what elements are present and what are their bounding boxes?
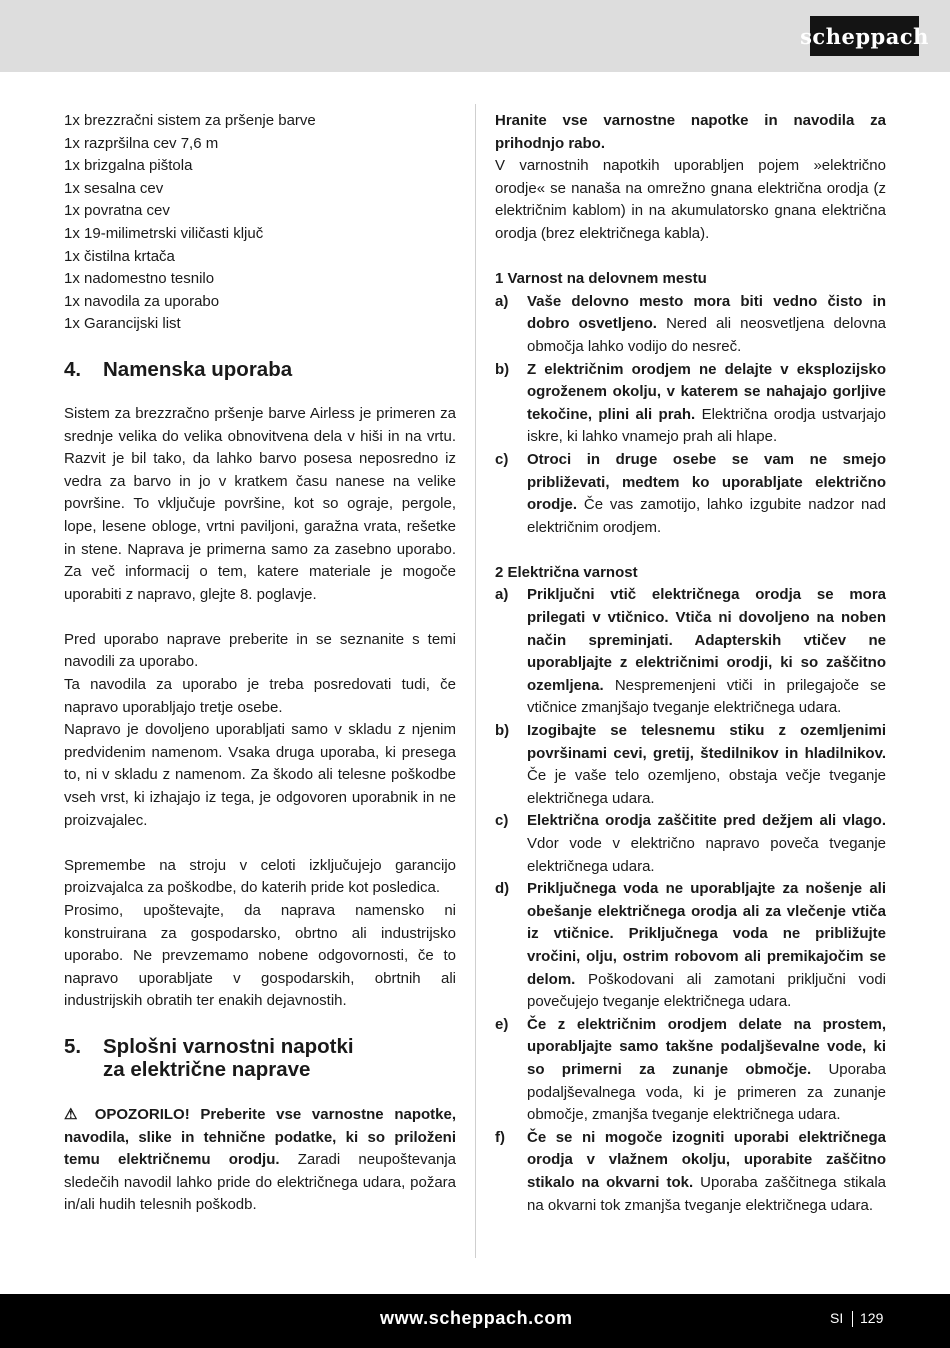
item-bold-text: Otroci in druge osebe se vam ne smejo približevati, medtem ko uporabljate električno orodje.	[527, 450, 886, 514]
list-item: 1x brezzračni sistem za pršenje barve	[64, 112, 316, 129]
language-code: SI	[830, 1310, 844, 1326]
intro-paragraph	[495, 110, 886, 246]
list-item: 1x razpršilna cev 7,6 m	[64, 134, 219, 152]
footer-bar	[0, 1294, 950, 1348]
item-bold-text: Vaše delovno mesto mora biti vedno čisto in dobro osvetljeno.	[527, 292, 886, 333]
item-label: f)	[495, 1128, 505, 1146]
website-link[interactable]: www.scheppach.com	[380, 1308, 573, 1328]
warning-bold-text: OPOZORILO! Preberite vse varnostne napotke, navodila, slike in tehnične podatke, ki so priloženi temu električnemu orodju.	[64, 1105, 456, 1169]
list-item	[495, 359, 886, 449]
paragraph: Ta navodila za uporabo je treba posredovati tudi, če napravo uporabljajo tretje osebe.	[64, 676, 456, 716]
item-label: e)	[495, 1015, 509, 1033]
item-text: Nered ali neosvetljena delovna območja lahko vodijo do nesreč.	[527, 315, 887, 355]
list-item: 1x 19-milimetrski viličasti ključ	[64, 224, 264, 242]
item-text: Električna orodja ustvarjajo iskre, ki lahko vnamejo prah ali hlape.	[527, 405, 886, 446]
section-4-heading	[64, 358, 456, 381]
scope-of-delivery-list	[64, 110, 456, 336]
list-item: 1x nadomestno tesnilo	[64, 270, 215, 288]
warning-text: Zaradi neupoštevanja sledečih navodil lahko pride do električnega udara, požara in/ali hudih telesnih poškodb.	[64, 1151, 456, 1214]
item-label: c)	[495, 812, 509, 830]
list-item: 1x sesalna cev	[64, 179, 164, 197]
section-number: 5.	[64, 1034, 82, 1058]
item-label: d)	[495, 880, 510, 898]
section-title: Namenska uporaba	[103, 357, 293, 381]
section-title-line: za električne naprave	[103, 1057, 311, 1081]
list-item	[495, 1127, 886, 1217]
item-bold-text: Z električnim orodjem ne delajte v eksplozijsko ogroženem okolju, v katerem se nahajajo gorljive tekočine, plini ali prah.	[527, 360, 886, 423]
item-text: Poškodovani ali zamotani priključni vodi povečujejo tveganje električnega udara.	[527, 970, 886, 1011]
item-bold-text: Priključnega voda ne uporabljajte za nošenje ali obešanje električnega orodja ali za vlečenje vtiča iz vtičnice. Priključnega voda ne približujte vročini, olju, ostrim robovom ali premikajočim se delom.	[527, 880, 886, 988]
section-number: 4.	[64, 357, 82, 381]
list-item	[495, 584, 886, 720]
list-item	[495, 291, 886, 359]
item-bold-text: Če z električnim orodjem delate na prostem, uporabljajte samo takšne podaljševalne vode, ki so primerni za zunanje območje.	[527, 1015, 886, 1078]
item-bold-text: Električna orodja zaščitite pred dežjem ali vlago.	[527, 812, 886, 830]
item-bold-text: Če se ni mogoče izogniti uporabi električnega orodja v vlažnem okolju, uporabite zaščitno stikalo na okvarni tok.	[527, 1128, 886, 1191]
brand-logo-text: scheppach	[800, 23, 929, 49]
intro-text: V varnostnih napotkih uporabljen pojem »električno orodje« se nanaša na omrežno gnana električna orodja (z električnim kablom) in na akumulatorsko gnana električna orodja (brez električnega kabla).	[495, 157, 886, 242]
item-text: Uporaba podaljševalnega voda, ki je primeren za zunanje območje, zmanjša tveganje električnega udara.	[527, 1060, 886, 1124]
item-label: b)	[495, 722, 510, 740]
item-text: Če je vaše telo ozemljeno, obstaja večje tveganje električnega udara.	[527, 767, 886, 807]
paragraph: Sistem za brezzračno pršenje barve Airless je primeren za srednje velika do velika obnovitvena dela v hiši in na vrtu. Razvit je bil tako, da lahko barvo posesa neposredno iz vedra za barvo in jo v kratkem času nanese na velike površine. To vključuje površine, kot so ograje, pergole, lope, lesene obloge, vrtni paviljoni, garažna vrata, rešetke in stene. Naprava je primerna samo za zasebno uporabo. Za več informacij o tem, katere materiale je mogoče uporabiti z napravo, glejte 8. poglavje.	[64, 404, 456, 603]
list-item	[495, 1014, 886, 1127]
item-text: Če vas zamotijo, lahko izgubite nadzor nad električnim orodjem.	[527, 496, 886, 536]
paragraph: Prosimo, upoštevajte, da naprava namensko ni konstruirana za gospodarsko, obrtno ali industrijsko uporabo. Ne prevzemamo nobene odgovornosti, če to napravo uporabljate v gospodarskih, obrtnih ali industrijskih obratih ter enakih dejavnostih.	[64, 902, 456, 1010]
section-5-heading	[64, 1035, 456, 1081]
item-text: Nespremenjeni vtiči in prilegajoče se vtičnice zmanjšajo tveganje električnega udara.	[527, 676, 886, 717]
item-label: a)	[495, 292, 509, 310]
subsection-title: 1 Varnost na delovnem mestu	[495, 270, 707, 288]
item-label: c)	[495, 450, 509, 468]
left-column	[64, 110, 456, 1217]
paragraph: Spremembe na stroju v celoti izključujejo garancijo proizvajalca za poškodbe, do katerih pride kot posledica.	[64, 856, 456, 897]
list-item: 1x brizgalna pištola	[64, 157, 193, 175]
list-item: 1x navodila za uporabo	[64, 292, 220, 310]
item-label: a)	[495, 586, 509, 604]
subsection-title: 2 Električna varnost	[495, 563, 638, 581]
list-item	[495, 810, 886, 878]
list-item	[495, 720, 886, 810]
item-text: Uporaba zaščitnega stikala na okvarni tok zmanjša tveganje električnega udara.	[527, 1173, 886, 1214]
column-divider	[475, 104, 476, 1258]
section-title	[103, 1035, 354, 1081]
paragraph: Pred uporabo naprave preberite in se seznanite s temi navodili za uporabo.	[64, 630, 456, 671]
list-item	[495, 878, 886, 1014]
item-bold-text: Priključni vtič električnega orodja se mora prilegati v vtičnico. Vtiča ni dovoljeno na noben način spreminjati. Adapterskih vtičev ne uporabljajte z električnimi orodji, ki so zaščitno ozemljena.	[527, 586, 886, 694]
list-item: 1x povratna cev	[64, 202, 170, 220]
right-column	[495, 110, 886, 1217]
section-title-line: Splošni varnostni napotki	[103, 1034, 354, 1058]
list-item: 1x Garancijski list	[64, 315, 181, 333]
page-number: 129	[860, 1310, 884, 1326]
list-item: 1x čistilna krtača	[64, 247, 175, 265]
paragraph: Napravo je dovoljeno uporabljati samo v skladu z njenim predvidenim namenom. Vsaka druga uporaba, ki presega to, ni v skladu z namenom. Za škodo ali telesne poškodbe vseh vrst, ki izhajajo iz tega, je odgovoren uporabnik in ne proizvajalec.	[64, 721, 456, 829]
intro-bold-text: Hranite vse varnostne napotke in navodila za prihodnjo rabo.	[495, 112, 886, 152]
list-item	[495, 449, 886, 539]
item-bold-text: Izogibajte se telesnemu stiku z ozemljenimi površinami cevi, gretij, štedilnikov in hladilnikov.	[527, 722, 886, 762]
warning-icon: ⚠	[64, 1105, 84, 1123]
brand-logo	[800, 16, 929, 56]
warning-paragraph	[64, 1104, 456, 1217]
item-text: Vdor vode v električno napravo poveča tveganje električnega udara.	[527, 835, 886, 875]
footer-separator	[852, 1311, 853, 1327]
item-label: b)	[495, 360, 510, 378]
